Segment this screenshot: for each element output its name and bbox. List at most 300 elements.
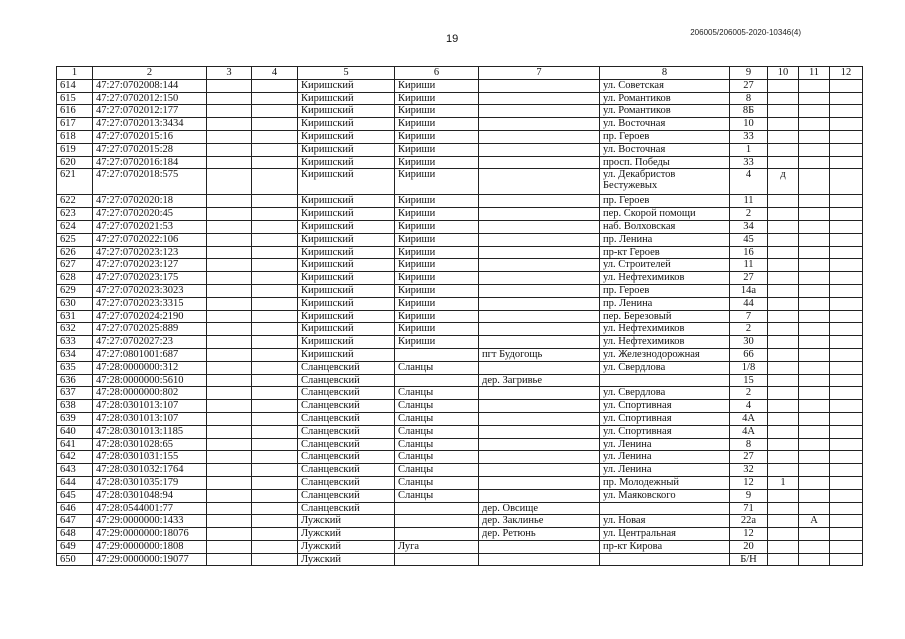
cell-col-5: Киришский [298, 130, 395, 143]
cell-col-4 [252, 348, 298, 361]
cell-col-6 [395, 374, 479, 387]
cell-col-6: Сланцы [395, 361, 479, 374]
table-row [57, 515, 863, 528]
cell-col-7 [479, 489, 600, 502]
cell-col-6 [395, 553, 479, 566]
table-row [57, 130, 863, 143]
cell-col-10 [768, 272, 799, 285]
cell-col-1: 648 [57, 528, 93, 541]
cell-col-7 [479, 438, 600, 451]
cell-col-10 [768, 118, 799, 131]
cell-col-9: 34 [730, 220, 768, 233]
cell-col-6: Кириши [395, 297, 479, 310]
cell-col-4 [252, 79, 298, 92]
cell-col-12 [830, 259, 863, 272]
cell-col-1: 617 [57, 118, 93, 131]
cell-col-10 [768, 208, 799, 221]
cell-col-11 [799, 130, 830, 143]
cell-col-4 [252, 464, 298, 477]
cell-col-4 [252, 310, 298, 323]
cell-col-8: ул. Центральная [600, 528, 730, 541]
cell-col-11 [799, 412, 830, 425]
cell-col-1: 631 [57, 310, 93, 323]
cell-col-6: Сланцы [395, 400, 479, 413]
table-row [57, 374, 863, 387]
cell-col-5: Киришский [298, 259, 395, 272]
cell-col-10 [768, 464, 799, 477]
cell-col-3 [207, 130, 252, 143]
cell-col-9: 7 [730, 310, 768, 323]
cell-col-1: 638 [57, 400, 93, 413]
cell-col-11 [799, 118, 830, 131]
cell-col-4 [252, 143, 298, 156]
cell-col-10 [768, 259, 799, 272]
cell-col-7 [479, 143, 600, 156]
cell-col-4 [252, 246, 298, 259]
cell-col-3 [207, 105, 252, 118]
cell-col-1: 616 [57, 105, 93, 118]
cell-col-1: 629 [57, 284, 93, 297]
cell-col-7: дер. Овсище [479, 502, 600, 515]
cell-col-10 [768, 553, 799, 566]
cell-col-1: 614 [57, 79, 93, 92]
column-header-11: 11 [799, 67, 830, 80]
cell-col-9: 4 [730, 400, 768, 413]
cell-col-8: ул. Романтиков [600, 105, 730, 118]
cell-col-2: 47:28:0301013:1185 [93, 425, 207, 438]
cell-col-1: 633 [57, 336, 93, 349]
cell-col-3 [207, 323, 252, 336]
cell-col-12 [830, 464, 863, 477]
cell-col-7 [479, 323, 600, 336]
cell-col-8: ул. Свердлова [600, 387, 730, 400]
cell-col-4 [252, 400, 298, 413]
cell-col-4 [252, 272, 298, 285]
cell-col-12 [830, 156, 863, 169]
cell-col-8: ул. Советская [600, 79, 730, 92]
cell-col-4 [252, 438, 298, 451]
cell-col-10 [768, 528, 799, 541]
cell-col-10 [768, 438, 799, 451]
cell-col-5: Киришский [298, 169, 395, 195]
table-row [57, 246, 863, 259]
cell-col-3 [207, 272, 252, 285]
cell-col-11 [799, 489, 830, 502]
cell-col-9: 22а [730, 515, 768, 528]
cell-col-7 [479, 272, 600, 285]
cell-col-1: 639 [57, 412, 93, 425]
cell-col-11 [799, 169, 830, 195]
cell-col-6: Кириши [395, 272, 479, 285]
cell-col-9: 2 [730, 387, 768, 400]
cell-col-10 [768, 310, 799, 323]
cell-col-10 [768, 400, 799, 413]
cell-col-3 [207, 412, 252, 425]
cell-col-1: 641 [57, 438, 93, 451]
cell-col-6: Сланцы [395, 387, 479, 400]
cell-col-1: 630 [57, 297, 93, 310]
cell-col-9: 11 [730, 195, 768, 208]
cell-col-10 [768, 246, 799, 259]
cell-col-8 [600, 502, 730, 515]
cell-col-3 [207, 169, 252, 195]
cell-col-10 [768, 451, 799, 464]
cell-col-8: ул. Декабристов Бестужевых [600, 169, 730, 195]
cell-col-8: пер. Березовый [600, 310, 730, 323]
cell-col-9: 30 [730, 336, 768, 349]
cell-col-5: Киришский [298, 79, 395, 92]
cell-col-6: Кириши [395, 156, 479, 169]
cell-col-4 [252, 361, 298, 374]
cell-col-3 [207, 143, 252, 156]
cell-col-2: 47:27:0702023:3315 [93, 297, 207, 310]
cell-col-8: пр. Ленина [600, 297, 730, 310]
cell-col-3 [207, 476, 252, 489]
cell-col-6: Кириши [395, 246, 479, 259]
cell-col-11 [799, 323, 830, 336]
cell-col-3 [207, 156, 252, 169]
cell-col-8: пр-кт Героев [600, 246, 730, 259]
cell-col-3 [207, 348, 252, 361]
cell-col-11 [799, 92, 830, 105]
cell-col-6: Кириши [395, 169, 479, 195]
cell-col-1: 626 [57, 246, 93, 259]
cell-col-8: ул. Маяковского [600, 489, 730, 502]
cell-col-12 [830, 502, 863, 515]
cell-col-8: пр. Героев [600, 284, 730, 297]
cell-col-3 [207, 374, 252, 387]
cell-col-7 [479, 361, 600, 374]
cell-col-1: 635 [57, 361, 93, 374]
cell-col-11: А [799, 515, 830, 528]
table-row [57, 284, 863, 297]
cell-col-10 [768, 195, 799, 208]
cell-col-1: 640 [57, 425, 93, 438]
cell-col-7 [479, 92, 600, 105]
cell-col-1: 624 [57, 220, 93, 233]
registry-table [56, 66, 863, 566]
table-row [57, 118, 863, 131]
cell-col-8: ул. Спортивная [600, 425, 730, 438]
cell-col-5: Лужский [298, 515, 395, 528]
cell-col-4 [252, 412, 298, 425]
cell-col-8: просп. Победы [600, 156, 730, 169]
cell-col-5: Киришский [298, 105, 395, 118]
table-row [57, 528, 863, 541]
cell-col-5: Киришский [298, 195, 395, 208]
cell-col-12 [830, 297, 863, 310]
cell-col-6: Кириши [395, 105, 479, 118]
cell-col-1: 632 [57, 323, 93, 336]
cell-col-3 [207, 284, 252, 297]
cell-col-4 [252, 374, 298, 387]
cell-col-2: 47:29:0000000:1808 [93, 540, 207, 553]
cell-col-2: 47:27:0702022:106 [93, 233, 207, 246]
cell-col-1: 627 [57, 259, 93, 272]
cell-col-10 [768, 515, 799, 528]
cell-col-3 [207, 310, 252, 323]
cell-col-3 [207, 464, 252, 477]
cell-col-10: 1 [768, 476, 799, 489]
cell-col-12 [830, 412, 863, 425]
cell-col-5: Киришский [298, 272, 395, 285]
column-header-5: 5 [298, 67, 395, 80]
table-row [57, 336, 863, 349]
cell-col-5: Киришский [298, 220, 395, 233]
cell-col-2: 47:28:0544001:77 [93, 502, 207, 515]
cell-col-12 [830, 208, 863, 221]
cell-col-2: 47:27:0702023:3023 [93, 284, 207, 297]
cell-col-2: 47:27:0702020:45 [93, 208, 207, 221]
cell-col-5: Киришский [298, 284, 395, 297]
cell-col-12 [830, 246, 863, 259]
cell-col-11 [799, 528, 830, 541]
cell-col-9: 8 [730, 438, 768, 451]
cell-col-8: пр. Ленина [600, 233, 730, 246]
cell-col-11 [799, 79, 830, 92]
cell-col-8: пр-кт Кирова [600, 540, 730, 553]
cell-col-8: пр. Молодежный [600, 476, 730, 489]
cell-col-12 [830, 400, 863, 413]
cell-col-2: 47:28:0301013:107 [93, 412, 207, 425]
cell-col-12 [830, 425, 863, 438]
cell-col-11 [799, 143, 830, 156]
cell-col-6: Сланцы [395, 464, 479, 477]
cell-col-4 [252, 195, 298, 208]
cell-col-3 [207, 553, 252, 566]
cell-col-4 [252, 259, 298, 272]
cell-col-12 [830, 284, 863, 297]
cell-col-5: Киришский [298, 156, 395, 169]
cell-col-10 [768, 361, 799, 374]
cell-col-2: 47:28:0000000:5610 [93, 374, 207, 387]
cell-col-10 [768, 284, 799, 297]
cell-col-7 [479, 208, 600, 221]
cell-col-8: ул. Новая [600, 515, 730, 528]
cell-col-11 [799, 246, 830, 259]
cell-col-1: 625 [57, 233, 93, 246]
cell-col-2: 47:27:0702015:28 [93, 143, 207, 156]
cell-col-3 [207, 297, 252, 310]
column-header-2: 2 [93, 67, 207, 80]
cell-col-1: 643 [57, 464, 93, 477]
cell-col-4 [252, 515, 298, 528]
cell-col-3 [207, 361, 252, 374]
cell-col-8: ул. Железнодорожная [600, 348, 730, 361]
cell-col-9: 2 [730, 208, 768, 221]
cell-col-8: ул. Нефтехимиков [600, 336, 730, 349]
cell-col-10 [768, 220, 799, 233]
table-row [57, 297, 863, 310]
table-row [57, 143, 863, 156]
cell-col-5: Лужский [298, 540, 395, 553]
cell-col-3 [207, 502, 252, 515]
cell-col-12 [830, 310, 863, 323]
cell-col-2: 47:28:0301031:155 [93, 451, 207, 464]
cell-col-10 [768, 130, 799, 143]
cell-col-6: Кириши [395, 118, 479, 131]
cell-col-3 [207, 92, 252, 105]
cell-col-9: 11 [730, 259, 768, 272]
table-row [57, 79, 863, 92]
cell-col-2: 47:27:0702013:3434 [93, 118, 207, 131]
cell-col-6: Сланцы [395, 451, 479, 464]
cell-col-2: 47:27:0702012:150 [93, 92, 207, 105]
column-header-9: 9 [730, 67, 768, 80]
cell-col-7 [479, 412, 600, 425]
cell-col-9: 44 [730, 297, 768, 310]
cell-col-6: Кириши [395, 92, 479, 105]
cell-col-1: 619 [57, 143, 93, 156]
cell-col-9: 71 [730, 502, 768, 515]
cell-col-11 [799, 438, 830, 451]
cell-col-10 [768, 502, 799, 515]
cell-col-5: Сланцевский [298, 489, 395, 502]
table-row [57, 451, 863, 464]
cell-col-1: 634 [57, 348, 93, 361]
table-row [57, 540, 863, 553]
cell-col-8: наб. Волховская [600, 220, 730, 233]
cell-col-6: Сланцы [395, 489, 479, 502]
cell-col-5: Киришский [298, 118, 395, 131]
table-row [57, 195, 863, 208]
cell-col-1: 620 [57, 156, 93, 169]
cell-col-4 [252, 502, 298, 515]
cell-col-3 [207, 336, 252, 349]
cell-col-2: 47:27:0702024:2190 [93, 310, 207, 323]
cell-col-2: 47:28:0301013:107 [93, 400, 207, 413]
cell-col-12 [830, 233, 863, 246]
cell-col-12 [830, 476, 863, 489]
cell-col-2: 47:27:0702027:23 [93, 336, 207, 349]
cell-col-4 [252, 220, 298, 233]
table-row [57, 92, 863, 105]
cell-col-1: 618 [57, 130, 93, 143]
cell-col-1: 621 [57, 169, 93, 195]
cell-col-9: 14а [730, 284, 768, 297]
cell-col-2: 47:27:0702008:144 [93, 79, 207, 92]
cell-col-5: Киришский [298, 310, 395, 323]
cell-col-5: Сланцевский [298, 464, 395, 477]
table-row [57, 400, 863, 413]
cell-col-1: 644 [57, 476, 93, 489]
cell-col-12 [830, 118, 863, 131]
cell-col-8: пр. Героев [600, 130, 730, 143]
cell-col-11 [799, 233, 830, 246]
cell-col-9: 4 [730, 169, 768, 195]
cell-col-7: дер. Загривье [479, 374, 600, 387]
cell-col-12 [830, 387, 863, 400]
cell-col-2: 47:27:0702021:53 [93, 220, 207, 233]
cell-col-9: 12 [730, 528, 768, 541]
cell-col-4 [252, 323, 298, 336]
cell-col-9: 27 [730, 451, 768, 464]
cell-col-2: 47:27:0702023:175 [93, 272, 207, 285]
cell-col-9: 10 [730, 118, 768, 131]
cell-col-12 [830, 374, 863, 387]
cell-col-11 [799, 284, 830, 297]
cell-col-6: Кириши [395, 130, 479, 143]
cell-col-10 [768, 323, 799, 336]
cell-col-9: 33 [730, 130, 768, 143]
column-header-12: 12 [830, 67, 863, 80]
cell-col-8: ул. Ленина [600, 464, 730, 477]
cell-col-2: 47:27:0702018:575 [93, 169, 207, 195]
cell-col-5: Сланцевский [298, 425, 395, 438]
cell-col-4 [252, 130, 298, 143]
cell-col-9: 9 [730, 489, 768, 502]
cell-col-8: ул. Ленина [600, 451, 730, 464]
cell-col-8: ул. Нефтехимиков [600, 272, 730, 285]
cell-col-9: 15 [730, 374, 768, 387]
cell-col-12 [830, 169, 863, 195]
cell-col-7 [479, 195, 600, 208]
cell-col-9: 1 [730, 143, 768, 156]
cell-col-11 [799, 156, 830, 169]
cell-col-2: 47:28:0301035:179 [93, 476, 207, 489]
cell-col-5: Киришский [298, 336, 395, 349]
cell-col-10 [768, 540, 799, 553]
cell-col-5: Сланцевский [298, 451, 395, 464]
cell-col-10 [768, 336, 799, 349]
cell-col-10 [768, 156, 799, 169]
table-row [57, 502, 863, 515]
cell-col-5: Сланцевский [298, 412, 395, 425]
cell-col-7 [479, 451, 600, 464]
cell-col-5: Сланцевский [298, 374, 395, 387]
table-row [57, 323, 863, 336]
cell-col-6 [395, 515, 479, 528]
cell-col-6: Луга [395, 540, 479, 553]
cell-col-6: Кириши [395, 143, 479, 156]
cell-col-11 [799, 553, 830, 566]
document-id: 206005/206005-2020-10346(4) [690, 28, 801, 37]
cell-col-4 [252, 233, 298, 246]
column-header-10: 10 [768, 67, 799, 80]
cell-col-11 [799, 195, 830, 208]
column-header-8: 8 [600, 67, 730, 80]
cell-col-3 [207, 425, 252, 438]
cell-col-1: 642 [57, 451, 93, 464]
cell-col-4 [252, 489, 298, 502]
cell-col-9: Б/Н [730, 553, 768, 566]
table-row [57, 425, 863, 438]
table-row [57, 348, 863, 361]
cell-col-5: Киришский [298, 323, 395, 336]
cell-col-7 [479, 400, 600, 413]
cell-col-5: Киришский [298, 297, 395, 310]
cell-col-5: Киришский [298, 92, 395, 105]
cell-col-9: 12 [730, 476, 768, 489]
cell-col-6: Кириши [395, 323, 479, 336]
cell-col-5: Киришский [298, 233, 395, 246]
table-row [57, 476, 863, 489]
column-header-6: 6 [395, 67, 479, 80]
cell-col-7 [479, 464, 600, 477]
cell-col-7: дер. Заклинье [479, 515, 600, 528]
cell-col-5: Сланцевский [298, 476, 395, 489]
cell-col-1: 649 [57, 540, 93, 553]
cell-col-6: Кириши [395, 336, 479, 349]
cell-col-7 [479, 425, 600, 438]
cell-col-8: пер. Скорой помощи [600, 208, 730, 221]
cell-col-8: ул. Восточная [600, 143, 730, 156]
cell-col-9: 4А [730, 412, 768, 425]
cell-col-9: 66 [730, 348, 768, 361]
cell-col-7 [479, 118, 600, 131]
cell-col-7 [479, 130, 600, 143]
cell-col-6: Кириши [395, 79, 479, 92]
